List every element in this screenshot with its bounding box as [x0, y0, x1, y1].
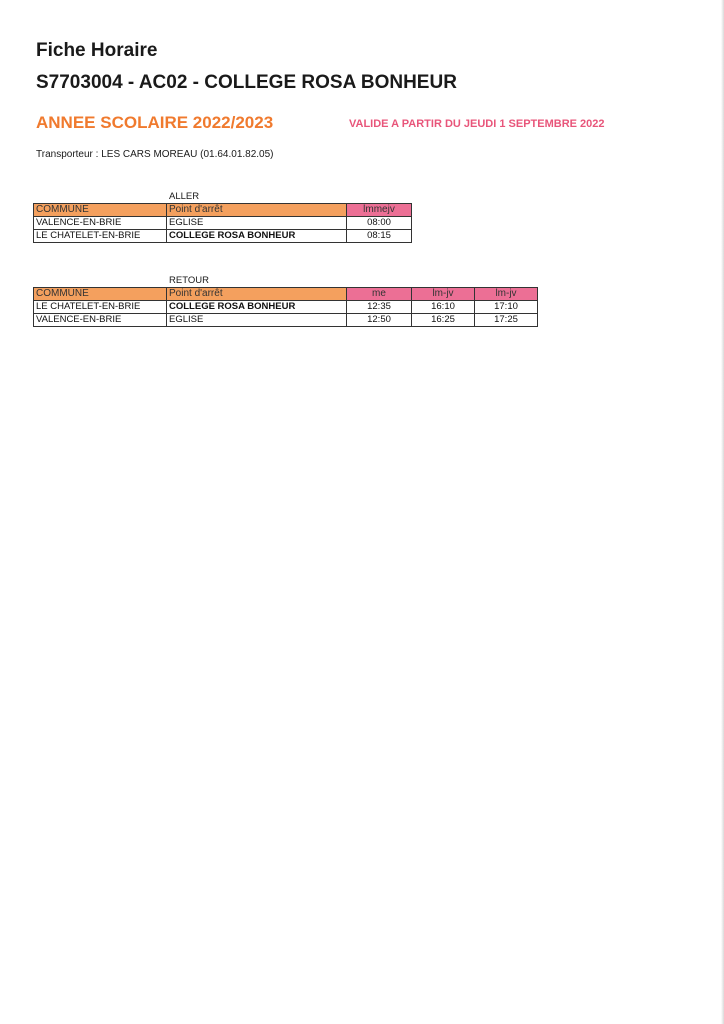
document-title: Fiche Horaire	[36, 40, 158, 61]
stop-cell: EGLISE	[167, 314, 347, 327]
time-cell: 16:25	[412, 314, 475, 327]
column-header-days: lmmejv	[347, 204, 412, 217]
column-header-days: me	[347, 288, 412, 301]
time-cell: 16:10	[412, 301, 475, 314]
retour-header-row	[34, 288, 538, 301]
aller-table	[33, 203, 412, 243]
column-header-days: lm-jv	[412, 288, 475, 301]
commune-cell: LE CHATELET-EN-BRIE	[34, 301, 167, 314]
school-year: ANNEE SCOLAIRE 2022/2023	[36, 113, 274, 132]
time-cell: 08:15	[347, 230, 412, 243]
column-header-days: lm-jv	[475, 288, 538, 301]
stop-cell: COLLEGE ROSA BONHEUR	[167, 230, 347, 243]
time-cell: 17:25	[475, 314, 538, 327]
time-cell: 12:35	[347, 301, 412, 314]
column-header-stop: Point d'arrêt	[167, 204, 347, 217]
column-header-commune: COMMUNE	[34, 288, 167, 301]
column-header-stop: Point d'arrêt	[167, 288, 347, 301]
aller-label: ALLER	[169, 191, 200, 202]
table-row	[34, 217, 412, 230]
commune-cell: VALENCE-EN-BRIE	[34, 217, 167, 230]
table-row	[34, 314, 538, 327]
retour-table	[33, 287, 538, 327]
time-cell: 12:50	[347, 314, 412, 327]
column-header-commune: COMMUNE	[34, 204, 167, 217]
commune-cell: LE CHATELET-EN-BRIE	[34, 230, 167, 243]
aller-header-row	[34, 204, 412, 217]
line-title: S7703004 - AC02 - COLLEGE ROSA BONHEUR	[36, 72, 457, 93]
stop-cell: EGLISE	[167, 217, 347, 230]
time-cell: 08:00	[347, 217, 412, 230]
table-row	[34, 230, 412, 243]
carrier-info: Transporteur : LES CARS MOREAU (01.64.01.82.05)	[36, 149, 274, 160]
stop-cell: COLLEGE ROSA BONHEUR	[167, 301, 347, 314]
validity-date: VALIDE A PARTIR DU JEUDI 1 SEPTEMBRE 2022	[349, 118, 605, 130]
time-cell: 17:10	[475, 301, 538, 314]
retour-label: RETOUR	[169, 275, 209, 286]
commune-cell: VALENCE-EN-BRIE	[34, 314, 167, 327]
table-row	[34, 301, 538, 314]
